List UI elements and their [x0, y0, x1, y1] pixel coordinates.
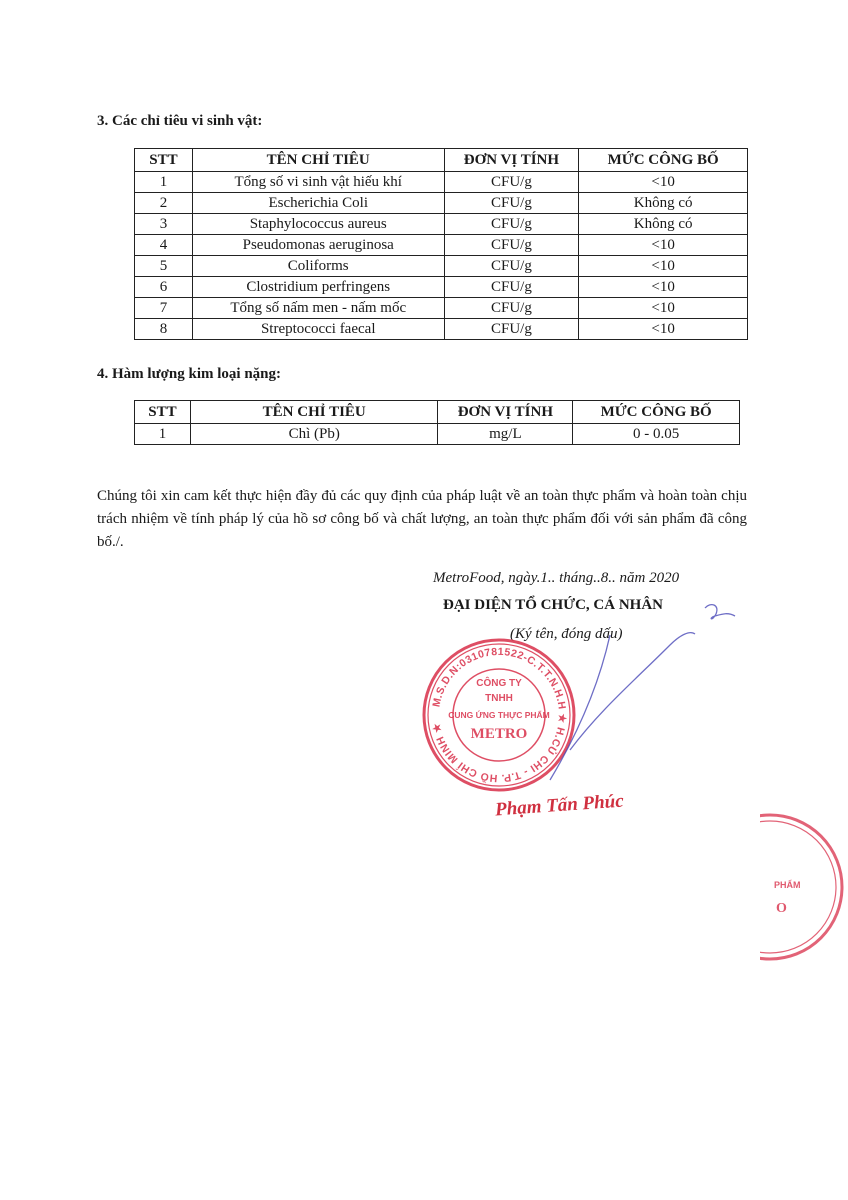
svg-text:O: O: [776, 901, 787, 916]
cell-stt: 4: [135, 235, 193, 256]
col-header-stt: STT: [135, 401, 191, 424]
table-row: [135, 172, 748, 193]
cell-level: <10: [579, 235, 748, 256]
svg-text:M.S.D.N:0310781522-C.T.T.N.H.H: M.S.D.N:0310781522-C.T.T.N.H.H ★ H.CỦ CHI - T.P. HỒ CHÍ MINH ★: [430, 645, 569, 785]
cell-name: Tổng số vi sinh vật hiếu khí: [192, 172, 444, 193]
table-header-row: [135, 401, 740, 424]
table-row: [135, 424, 740, 445]
cell-name: Staphylococcus aureus: [192, 214, 444, 235]
handwritten-signature: [540, 600, 770, 800]
cell-level: <10: [579, 277, 748, 298]
signature-date-line: MetroFood, ngày.1.. tháng..8.. năm 2020: [433, 570, 680, 586]
col-header-name: TÊN CHỈ TIÊU: [192, 149, 444, 172]
cell-level: 0 - 0.05: [573, 424, 740, 445]
cell-unit: CFU/g: [444, 235, 579, 256]
cell-level: <10: [579, 172, 748, 193]
cell-level: <10: [579, 319, 748, 340]
cell-name: Streptococci faecal: [192, 319, 444, 340]
col-header-level: MỨC CÔNG BỐ: [579, 149, 748, 172]
cell-stt: 1: [135, 172, 193, 193]
svg-text:METRO: METRO: [470, 726, 528, 742]
cell-stt: 3: [135, 214, 193, 235]
cell-stt: 6: [135, 277, 193, 298]
table-row: [135, 298, 748, 319]
section-3-heading: 3. Các chỉ tiêu vi sinh vật:: [97, 113, 263, 129]
cell-unit: CFU/g: [444, 319, 579, 340]
cell-stt: 5: [135, 256, 193, 277]
svg-text:TNHH: TNHH: [485, 693, 513, 704]
partial-seal-stamp: [760, 812, 848, 962]
signer-name: Phạm Tấn Phúc: [494, 790, 625, 821]
cell-unit: CFU/g: [444, 193, 579, 214]
cell-unit: CFU/g: [444, 277, 579, 298]
cell-unit: mg/L: [438, 424, 573, 445]
cell-stt: 7: [135, 298, 193, 319]
col-header-stt: STT: [135, 149, 193, 172]
cell-name: Coliforms: [192, 256, 444, 277]
heavy-metal-table: [134, 400, 740, 445]
svg-text:PHẨM: PHẨM: [774, 880, 801, 890]
cell-level: <10: [579, 256, 748, 277]
cell-name: Chì (Pb): [190, 424, 438, 445]
table-row: [135, 214, 748, 235]
cell-level: Không có: [579, 193, 748, 214]
microbiological-table: [134, 148, 748, 340]
cell-unit: CFU/g: [444, 214, 579, 235]
cell-name: Escherichia Coli: [192, 193, 444, 214]
col-header-unit: ĐƠN VỊ TÍNH: [444, 149, 579, 172]
table-row: [135, 319, 748, 340]
cell-name: Pseudomonas aeruginosa: [192, 235, 444, 256]
cell-unit: CFU/g: [444, 298, 579, 319]
cell-stt: 1: [135, 424, 191, 445]
col-header-level: MỨC CÔNG BỐ: [573, 401, 740, 424]
cell-name: Clostridium perfringens: [192, 277, 444, 298]
svg-text:CUNG ỨNG THỰC PHẨM: CUNG ỨNG THỰC PHẨM: [448, 710, 550, 720]
cell-stt: 2: [135, 193, 193, 214]
col-header-name: TÊN CHỈ TIÊU: [190, 401, 438, 424]
signature-title: ĐẠI DIỆN TỔ CHỨC, CÁ NHÂN: [443, 597, 664, 613]
col-header-unit: ĐƠN VỊ TÍNH: [438, 401, 573, 424]
table-row: [135, 277, 748, 298]
cell-level: <10: [579, 298, 748, 319]
cell-stt: 8: [135, 319, 193, 340]
table-header-row: [135, 149, 748, 172]
section-4-heading: 4. Hàm lượng kim loại nặng:: [97, 366, 281, 382]
cell-unit: CFU/g: [444, 256, 579, 277]
cell-level: Không có: [579, 214, 748, 235]
table-row: [135, 256, 748, 277]
cell-unit: CFU/g: [444, 172, 579, 193]
signature-note: (Ký tên, đóng dấu): [510, 626, 623, 642]
commitment-paragraph: Chúng tôi xin cam kết thực hiện đầy đủ các quy định của pháp luật về an toàn thực phẩm và hoàn toàn chịu trách nhiệm về tính pháp lý của hồ sơ công bố và chất lượng, an toàn thực phẩm đối với sản phẩm đã công bố./.: [97, 488, 747, 550]
table-row: [135, 235, 748, 256]
svg-text:CÔNG TY: CÔNG TY: [476, 678, 522, 689]
table-row: [135, 193, 748, 214]
cell-name: Tổng số nấm men - nấm mốc: [192, 298, 444, 319]
